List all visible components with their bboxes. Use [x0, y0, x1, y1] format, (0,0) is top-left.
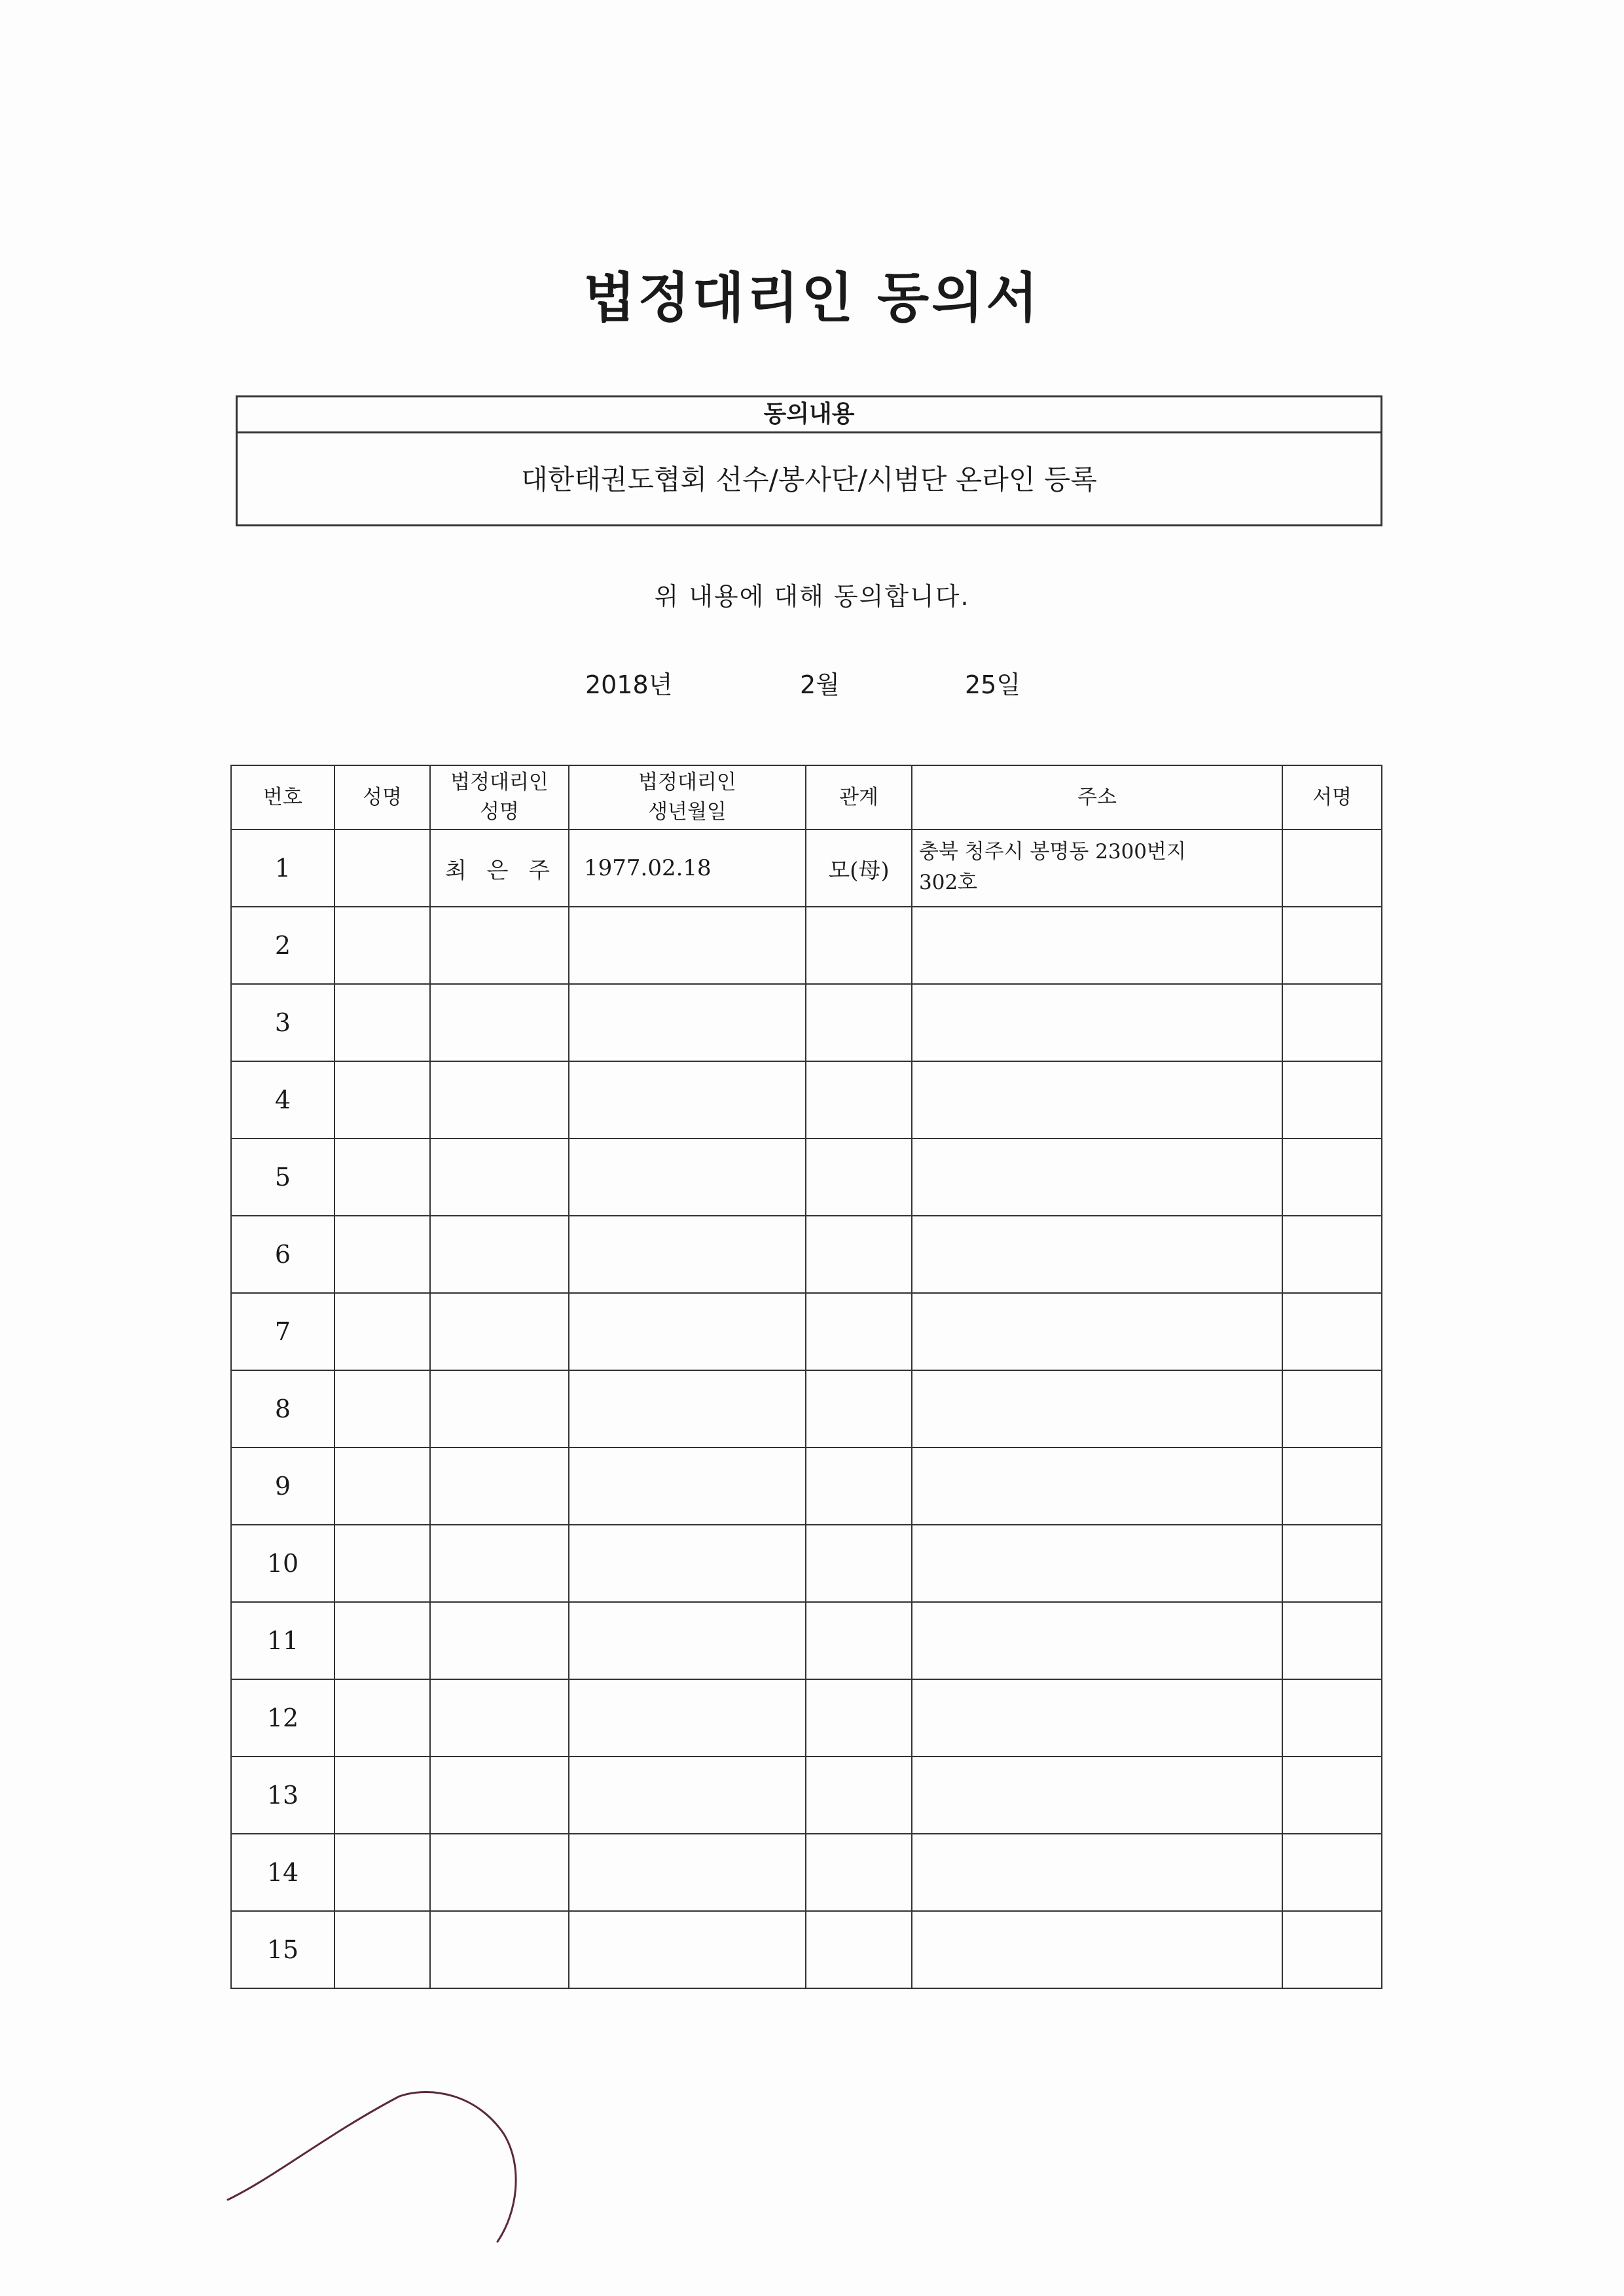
cell-name — [334, 1448, 430, 1525]
table-row — [231, 1448, 1382, 1525]
table-row — [231, 1679, 1382, 1757]
cell-no: 2 — [231, 907, 334, 984]
cell-relation — [806, 1602, 912, 1679]
cell-relation — [806, 1448, 912, 1525]
cell-guardian-name — [430, 1757, 569, 1834]
cell-guardian-name — [430, 1370, 569, 1448]
cell-name — [334, 1911, 430, 1988]
cell-name — [334, 1216, 430, 1293]
cell-guardian-name — [430, 1139, 569, 1216]
cell-name — [334, 829, 430, 907]
cell-name — [334, 1679, 430, 1757]
table-row — [231, 1293, 1382, 1370]
cell-address — [912, 1216, 1282, 1293]
cell-guardian-name: 최 은 주 — [430, 829, 569, 907]
cell-relation — [806, 1757, 912, 1834]
cell-address — [912, 1834, 1282, 1911]
consent-content: 대한태권도협회 선수/봉사단/시범단 온라인 등록 — [521, 464, 1097, 496]
cell-address — [912, 1679, 1282, 1757]
cell-no: 13 — [231, 1757, 334, 1834]
cell-guardian-birth — [569, 1834, 806, 1911]
cell-name — [334, 1525, 430, 1602]
cell-address — [912, 1370, 1282, 1448]
cell-relation — [806, 1061, 912, 1139]
table-body — [231, 829, 1382, 1988]
cell-name — [334, 1293, 430, 1370]
cell-guardian-birth — [569, 1293, 806, 1370]
cell-guardian-name — [430, 1679, 569, 1757]
cell-address — [912, 984, 1282, 1061]
cell-no: 14 — [231, 1834, 334, 1911]
cell-guardian-birth — [569, 1216, 806, 1293]
cell-guardian-name — [430, 1911, 569, 1988]
cell-relation — [806, 1293, 912, 1370]
cell-address — [912, 1602, 1282, 1679]
table-row — [231, 1061, 1382, 1139]
guardian-table — [230, 765, 1382, 1989]
cell-signature — [1282, 1061, 1382, 1139]
cell-no: 8 — [231, 1370, 334, 1448]
cell-no: 5 — [231, 1139, 334, 1216]
table-header-row — [231, 765, 1382, 829]
cell-guardian-name — [430, 1293, 569, 1370]
date-year: 2018년 — [585, 670, 673, 699]
table-row — [231, 907, 1382, 984]
cell-name — [334, 907, 430, 984]
cell-guardian-birth — [569, 1139, 806, 1216]
cell-signature — [1282, 1293, 1382, 1370]
cell-signature — [1282, 1679, 1382, 1757]
header-guardian-birth: 법정대리인 생년월일 — [569, 765, 806, 829]
cell-address — [912, 907, 1282, 984]
cell-guardian-birth — [569, 1602, 806, 1679]
cell-no: 10 — [231, 1525, 334, 1602]
table-row — [231, 829, 1382, 907]
cell-address — [912, 1139, 1282, 1216]
cell-signature — [1282, 829, 1382, 907]
cell-guardian-birth — [569, 1061, 806, 1139]
header-guardian-name: 법정대리인 성명 — [430, 765, 569, 829]
cell-guardian-birth — [569, 1911, 806, 1988]
cell-relation — [806, 1911, 912, 1988]
cell-signature — [1282, 984, 1382, 1061]
cell-no: 12 — [231, 1679, 334, 1757]
cell-no: 7 — [231, 1293, 334, 1370]
cell-signature — [1282, 1602, 1382, 1679]
cell-guardian-name — [430, 907, 569, 984]
cell-relation — [806, 1679, 912, 1757]
cell-guardian-birth — [569, 1679, 806, 1757]
cell-signature — [1282, 1834, 1382, 1911]
cell-relation — [806, 1834, 912, 1911]
cell-no: 4 — [231, 1061, 334, 1139]
cell-address — [912, 1911, 1282, 1988]
cell-signature — [1282, 1139, 1382, 1216]
cell-name — [334, 1139, 430, 1216]
table-row — [231, 1757, 1382, 1834]
date-month: 2월 — [800, 670, 840, 699]
cell-signature — [1282, 1448, 1382, 1525]
cell-guardian-name — [430, 1602, 569, 1679]
cell-name — [334, 984, 430, 1061]
table-row — [231, 1602, 1382, 1679]
cell-relation — [806, 1139, 912, 1216]
handwritten-signature — [216, 2088, 543, 2246]
cell-no: 11 — [231, 1602, 334, 1679]
cell-guardian-birth — [569, 1448, 806, 1525]
cell-name — [334, 1757, 430, 1834]
cell-address — [912, 1061, 1282, 1139]
header-relation: 관계 — [806, 765, 912, 829]
table-row — [231, 1370, 1382, 1448]
cell-relation: 모(母) — [806, 829, 912, 907]
cell-no: 9 — [231, 1448, 334, 1525]
cell-guardian-name — [430, 1061, 569, 1139]
cell-guardian-name — [430, 1525, 569, 1602]
table-row — [231, 1525, 1382, 1602]
cell-signature — [1282, 1911, 1382, 1988]
cell-name — [334, 1834, 430, 1911]
cell-address — [912, 1525, 1282, 1602]
table-row — [231, 984, 1382, 1061]
header-address: 주소 — [912, 765, 1282, 829]
cell-relation — [806, 1216, 912, 1293]
cell-relation — [806, 907, 912, 984]
cell-guardian-name — [430, 1834, 569, 1911]
cell-name — [334, 1370, 430, 1448]
header-no: 번호 — [231, 765, 334, 829]
cell-name — [334, 1602, 430, 1679]
cell-guardian-birth — [569, 984, 806, 1061]
cell-guardian-birth — [569, 1525, 806, 1602]
consent-box — [236, 395, 1382, 526]
cell-relation — [806, 1370, 912, 1448]
document-title: 법정대리인 동의서 — [583, 267, 1041, 329]
cell-no: 3 — [231, 984, 334, 1061]
cell-address — [912, 1448, 1282, 1525]
table-row — [231, 1834, 1382, 1911]
header-signature: 서명 — [1282, 765, 1382, 829]
cell-address — [912, 1293, 1282, 1370]
cell-guardian-birth — [569, 907, 806, 984]
consent-header: 동의내용 — [238, 397, 1380, 433]
cell-address — [912, 1757, 1282, 1834]
table-row — [231, 1139, 1382, 1216]
cell-guardian-name — [430, 984, 569, 1061]
cell-no: 6 — [231, 1216, 334, 1293]
cell-signature — [1282, 907, 1382, 984]
cell-no: 1 — [231, 829, 334, 907]
cell-guardian-birth — [569, 1757, 806, 1834]
date-day: 25일 — [965, 670, 1021, 699]
header-name: 성명 — [334, 765, 430, 829]
table-row — [231, 1216, 1382, 1293]
cell-signature — [1282, 1216, 1382, 1293]
cell-guardian-name — [430, 1448, 569, 1525]
table-row — [231, 1911, 1382, 1988]
cell-guardian-birth — [569, 1370, 806, 1448]
cell-relation — [806, 984, 912, 1061]
cell-address: 충북 청주시 봉명동 2300번지 302호 — [912, 829, 1282, 907]
cell-signature — [1282, 1370, 1382, 1448]
cell-no: 15 — [231, 1911, 334, 1988]
cell-name — [334, 1061, 430, 1139]
cell-relation — [806, 1525, 912, 1602]
cell-guardian-name — [430, 1216, 569, 1293]
cell-signature — [1282, 1525, 1382, 1602]
cell-signature — [1282, 1757, 1382, 1834]
agree-statement: 위 내용에 대해 동의합니다. — [654, 582, 970, 611]
cell-guardian-birth: 1977.02.18 — [569, 829, 806, 907]
